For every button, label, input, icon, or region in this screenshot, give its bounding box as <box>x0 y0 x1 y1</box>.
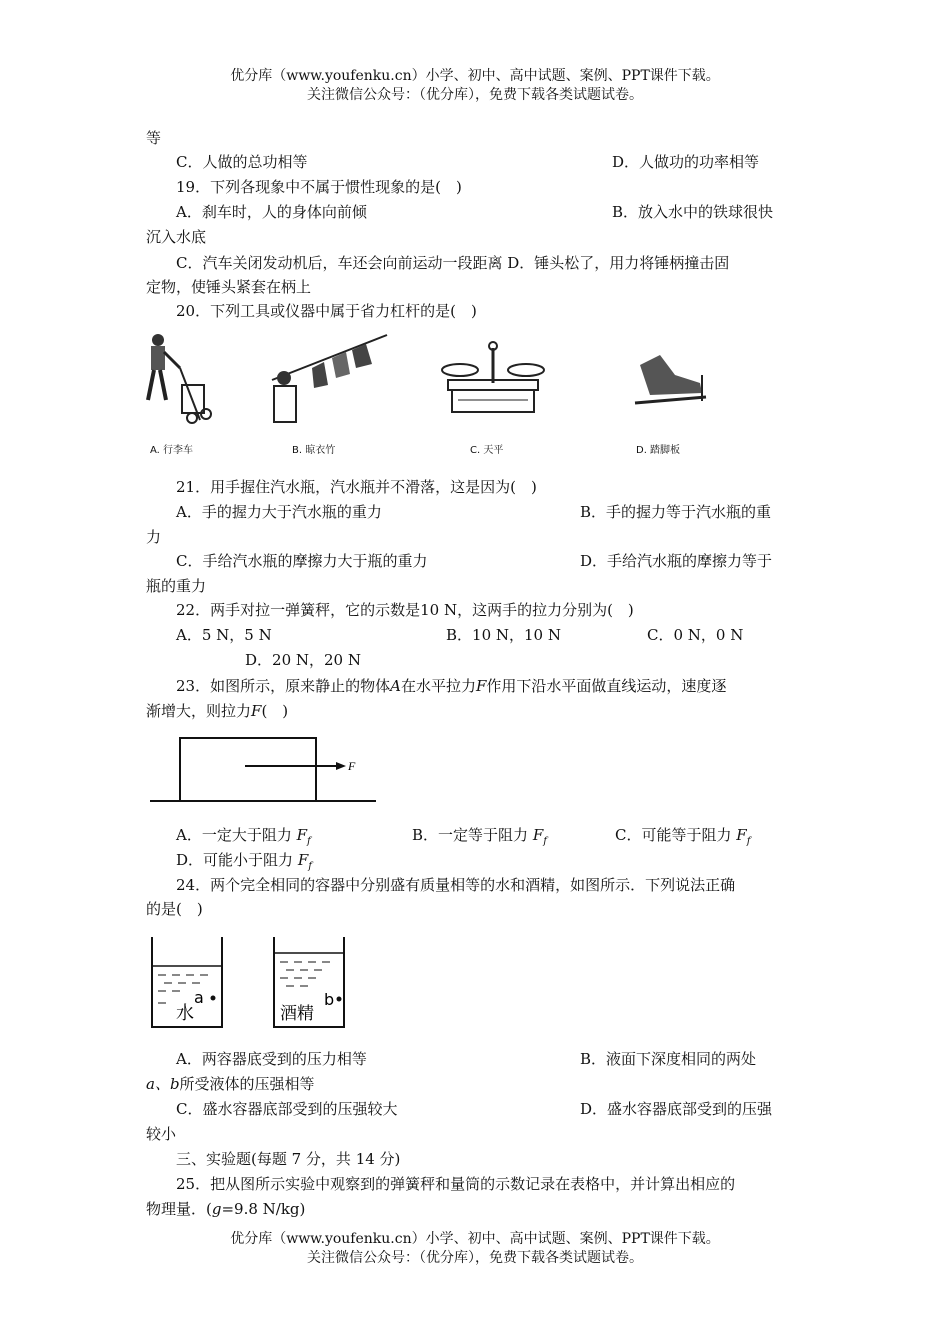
q20-caption-c: C. 天平 <box>470 445 504 456</box>
q19-option-d-cont: 定物，使锤头紧套在柄上 <box>146 278 312 296</box>
q22-option-b: B．10 N，10 N <box>446 626 561 644</box>
q25-stem: 25．把从图所示实验中观察到的弹簧秤和量筒的示数记录在表格中，并计算出相应的 <box>176 1175 736 1193</box>
q19-option-b-cont: 沉入水底 <box>146 228 207 246</box>
q24-option-b: B．液面下深度相同的两处 <box>580 1050 757 1068</box>
q19-option-cd: C．汽车关闭发动机后，车还会向前运动一段距离 D．锤头松了，用力将锤柄撞击固 <box>176 254 730 272</box>
q19-option-b: B．放入水中的铁球很快 <box>612 203 774 221</box>
q24-option-a: A．两容器底受到的压力相等 <box>176 1050 367 1068</box>
q23-stem-cont: 渐增大，则拉力F( ) <box>146 702 289 720</box>
q23-option-d: D．可能小于阻力 $F_f$ <box>176 851 312 872</box>
q21-stem: 21．用手握住汽水瓶，汽水瓶并不滑落，这是因为( ) <box>176 478 537 496</box>
q20-stem: 20．下列工具或仪器中属于省力杠杆的是( ) <box>176 302 477 320</box>
q20-caption-a: A. 行李车 <box>150 445 194 456</box>
liquid-containers-figure <box>146 935 356 1030</box>
water-label: 水 <box>176 1003 194 1024</box>
point-b-label: b <box>324 990 335 1009</box>
q20-caption-b: B. 晾衣竹 <box>292 445 336 456</box>
q24-option-d: D．盛水容器底部受到的压强 <box>580 1100 773 1118</box>
q23-option-a: A．一定大于阻力 $F_f$ <box>176 826 311 847</box>
q24-stem-cont: 的是( ) <box>146 900 203 918</box>
force-f-label: F <box>348 759 356 773</box>
section-3-title: 三、实验题(每题 7 分，共 14 分) <box>176 1150 401 1168</box>
q22-option-a: A．5 N，5 N <box>176 626 272 644</box>
q18-option-d: D．人做功的功率相等 <box>612 153 760 171</box>
balance-scale-figure <box>438 338 548 423</box>
point-a-label: a <box>194 988 204 1007</box>
q19-stem: 19．下列各现象中不属于惯性现象的是( ) <box>176 178 462 196</box>
q21-option-d-cont: 瓶的重力 <box>146 577 207 595</box>
q19-option-a: A．刹车时，人的身体向前倾 <box>176 203 367 221</box>
alcohol-label: 酒精 <box>280 1004 314 1024</box>
luggage-cart-figure <box>140 330 220 430</box>
q21-option-a: A．手的握力大于汽水瓶的重力 <box>176 503 382 521</box>
q22-stem: 22．两手对拉一弹簧秤，它的示数是10 N，这两手的拉力分别为( ) <box>176 601 634 619</box>
q24-option-d-cont: 较小 <box>146 1125 177 1143</box>
q20-caption-d: D. 踏脚板 <box>636 445 681 456</box>
q21-option-b-cont: 力 <box>146 528 162 546</box>
q24-option-b-cont: a、b所受液体的压强相等 <box>146 1075 315 1093</box>
q21-option-d: D．手给汽水瓶的摩擦力等于 <box>580 552 773 570</box>
q23-option-c: C．可能等于阻力 $F_f$ <box>615 826 751 847</box>
q23-option-b: B．一定等于阻力 $F_f$ <box>412 826 547 847</box>
footer-line-1: 优分库（www.youfenku.cn）小学、初中、高中试题、案例、PPT课件下载。 <box>230 1231 720 1247</box>
q24-option-c: C．盛水容器底部受到的压强较大 <box>176 1100 398 1118</box>
footer-line-2: 关注微信公众号：（优分库），免费下载各类试题试卷。 <box>307 1250 643 1266</box>
q22-option-c: C．0 N，0 N <box>647 626 744 644</box>
q21-option-b: B．手的握力等于汽水瓶的重 <box>580 503 772 521</box>
pedal-figure <box>630 345 710 410</box>
q21-option-c: C．手给汽水瓶的摩擦力大于瓶的重力 <box>176 552 428 570</box>
q18-tail: 等 <box>146 129 162 147</box>
q18-option-c: C．人做的总功相等 <box>176 153 308 171</box>
q22-option-d: D．20 N，20 N <box>245 651 361 669</box>
q24-stem: 24．两个完全相同的容器中分别盛有质量相等的水和酒精，如图所示．下列说法正确 <box>176 876 736 894</box>
header-line-2: 关注微信公众号：（优分库），免费下载各类试题试卷。 <box>307 87 643 103</box>
q25-stem-cont: 物理量．(g=9.8 N/kg) <box>146 1200 306 1218</box>
q23-stem: 23．如图所示，原来静止的物体A在水平拉力F作用下沿水平面做直线运动，速度逐 <box>176 677 727 695</box>
clothes-pole-figure <box>262 330 392 430</box>
block-force-figure <box>150 735 380 805</box>
header-line-1: 优分库（www.youfenku.cn）小学、初中、高中试题、案例、PPT课件下载。 <box>230 68 720 84</box>
